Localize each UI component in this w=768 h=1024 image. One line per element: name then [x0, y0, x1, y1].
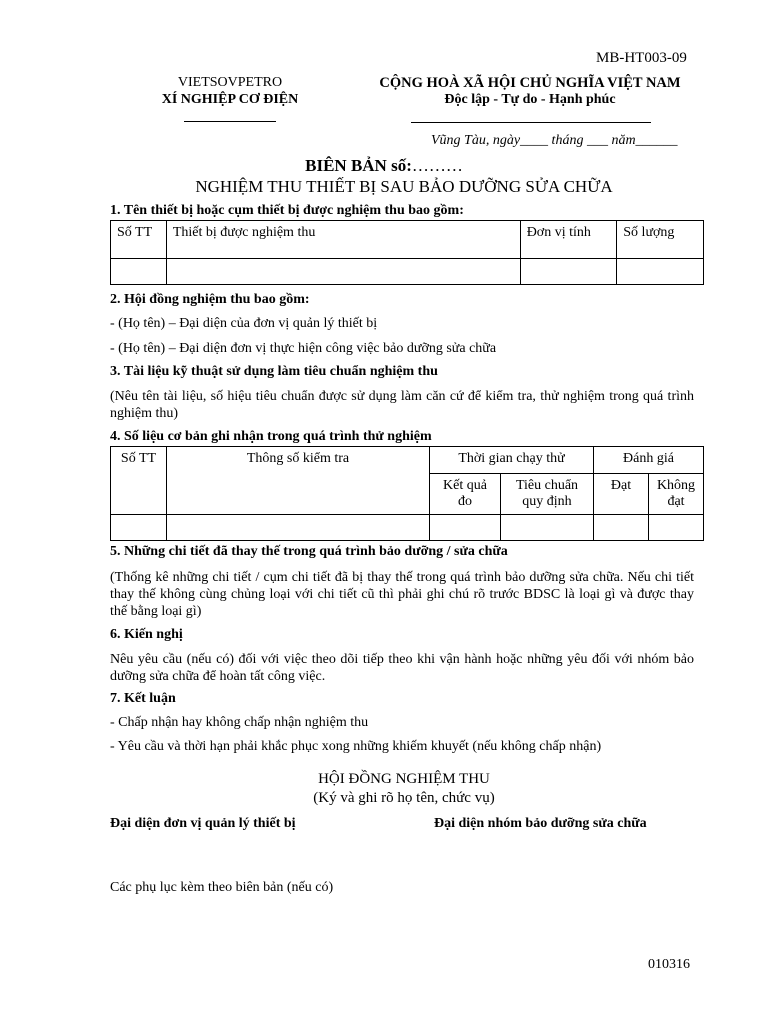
section3-heading: 3. Tài liệu kỹ thuật sử dụng làm tiêu chuẩn nghiệm thu — [110, 364, 438, 379]
cell-empty[interactable] — [167, 515, 430, 541]
col-fail: Không đạt — [649, 474, 704, 515]
cell-empty[interactable] — [430, 515, 501, 541]
footer-code: 010316 — [648, 957, 690, 972]
section6-heading: 6. Kiến nghị — [110, 627, 183, 642]
council-title: HỘI ĐỒNG NGHIỆM THU — [318, 771, 490, 787]
report-title-main: BIÊN BẢN số: — [305, 156, 412, 175]
report-title — [0, 156, 768, 176]
country-name: CỘNG HOÀ XÃ HỘI CHỦ NGHĨA VIỆT NAM — [379, 75, 681, 91]
section7-heading: 7. Kết luận — [110, 691, 176, 706]
col-standard: Tiêu chuẩn quy định — [501, 474, 594, 515]
org-name: VIETSOVPETRO — [177, 75, 283, 90]
equipment-table — [110, 220, 704, 285]
org-underline — [184, 121, 276, 122]
conclusion-line-1: - Chấp nhận hay không chấp nhận nghiệm thu — [110, 715, 369, 730]
signature-right-label: Đại diện nhóm bảo dưỡng sửa chữa — [434, 816, 647, 831]
col-pass: Đạt — [594, 474, 649, 515]
section5-text: (Thống kê những chi tiết / cụm chi tiết đã bị thay thế trong quá trình bảo dưỡng sửa chữa. Nếu chi tiết thay thế không cùng chủng loại với chi tiết cũ thì phải ghi chú rõ trước BDSC là loại gì và được thay thế bằng loại gì) — [110, 570, 694, 619]
report-subtitle: NGHIỆM THU THIẾT BỊ SAU BẢO DƯỠNG SỬA CHỮA — [195, 177, 613, 196]
conclusion-line-2: - Yêu cầu và thời hạn phải khắc phục xong những khiếm khuyết (nếu không chấp nhận) — [110, 739, 602, 754]
motto: Độc lập - Tự do - Hạnh phúc — [444, 92, 616, 107]
cell-empty[interactable] — [520, 259, 617, 285]
col-stt: Số TT — [111, 447, 167, 515]
col-param: Thông số kiểm tra — [167, 447, 430, 515]
council-member-2: - (Họ tên) – Đại diện đơn vị thực hiện công việc bảo dưỡng sửa chữa — [110, 341, 497, 356]
cell-empty[interactable] — [617, 259, 704, 285]
cell-empty[interactable] — [111, 259, 167, 285]
report-number-dots: ……… — [411, 156, 463, 175]
col-quantity: Số lượng — [617, 221, 704, 259]
signature-left-label: Đại diện đơn vị quản lý thiết bị — [110, 816, 296, 831]
col-evaluation: Đánh giá — [594, 447, 704, 474]
col-equipment: Thiết bị được nghiệm thu — [166, 221, 520, 259]
appendix-note: Các phụ lục kèm theo biên bản (nếu có) — [110, 880, 334, 895]
council-member-1: - (Họ tên) – Đại diện của đơn vị quản lý thiết bị — [110, 316, 378, 331]
col-stt: Số TT — [111, 221, 167, 259]
signature-note: (Ký và ghi rõ họ tên, chức vụ) — [313, 790, 495, 806]
test-data-table — [110, 446, 704, 541]
cell-empty[interactable] — [166, 259, 520, 285]
section3-text: (Nêu tên tài liệu, số hiệu tiêu chuẩn được sử dụng làm căn cứ để kiểm tra, thử nghiệm trong quá trình nghiệm thu) — [110, 389, 694, 421]
org-unit: XÍ NGHIỆP CƠ ĐIỆN — [161, 92, 299, 107]
cell-empty[interactable] — [111, 515, 167, 541]
form-code: MB-HT003-09 — [596, 50, 687, 66]
cell-empty[interactable] — [501, 515, 594, 541]
cell-empty[interactable] — [649, 515, 704, 541]
cell-empty[interactable] — [594, 515, 649, 541]
date-line: Vũng Tàu, ngày____ tháng ___ năm______ — [431, 133, 678, 148]
section6-text: Nêu yêu cầu (nếu có) đối với việc theo dõi tiếp theo khi vận hành hoặc những yêu đối với nhóm bảo dưỡng sửa chữa để hoàn tất công việc. — [110, 652, 694, 684]
motto-underline — [411, 122, 651, 123]
col-runtime: Thời gian chạy thử — [430, 447, 594, 474]
section4-heading: 4. Số liệu cơ bản ghi nhận trong quá trình thử nghiệm — [110, 429, 432, 444]
section1-heading: 1. Tên thiết bị hoặc cụm thiết bị được nghiệm thu bao gồm: — [110, 203, 464, 218]
section2-heading: 2. Hội đồng nghiệm thu bao gồm: — [110, 292, 310, 307]
col-result: Kết quả đo — [430, 474, 501, 515]
col-unit: Đơn vị tính — [520, 221, 617, 259]
section5-heading: 5. Những chi tiết đã thay thế trong quá trình bảo dưỡng / sửa chữa — [110, 544, 508, 559]
